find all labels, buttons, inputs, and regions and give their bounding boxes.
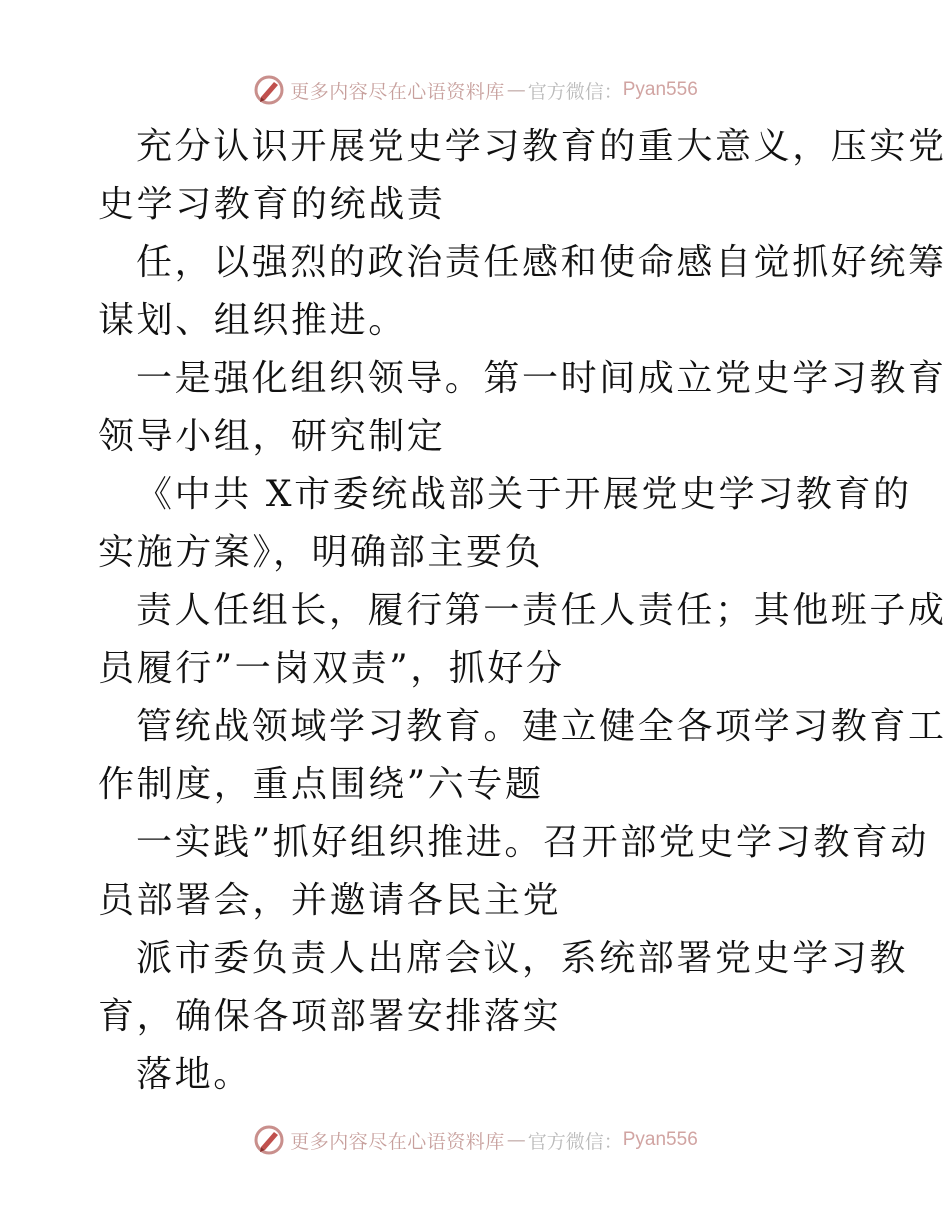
paragraph-line: 落地。 — [136, 1054, 252, 1095]
watermark-wechat-label: 官方微信： — [527, 80, 623, 103]
paragraph-line: 责人任组长，履行第一责任人责任；其他班子成 — [136, 590, 947, 631]
watermark-wechat-id: Pyan556 — [622, 79, 698, 100]
paragraph-line: 员履行”一岗双责”，抓好分 — [98, 648, 565, 689]
paragraph — [98, 118, 947, 234]
paragraph — [98, 698, 947, 814]
paragraph-line: 育，确保各项部署安排落实 — [98, 996, 562, 1037]
paragraph-line: 领导小组，研究制定 — [98, 416, 446, 457]
watermark-dash: — — [506, 79, 526, 101]
paragraph-line: 作制度，重点围绕”六专题 — [98, 764, 544, 805]
paragraph-line: 《中共 X市委统战部关于开展党史学习教育的 — [136, 474, 912, 515]
pen-circle-logo-icon — [252, 1123, 286, 1157]
watermark-wechat-id: Pyan556 — [622, 1129, 698, 1150]
paragraph-line: 员部署会，并邀请各民主党 — [98, 880, 562, 921]
pen-circle-logo-icon — [252, 73, 286, 107]
watermark-text: 更多内容尽在心语资料库 — [290, 80, 505, 103]
watermark-text: 更多内容尽在心语资料库 — [290, 1130, 505, 1153]
paragraph — [98, 234, 947, 350]
paragraph — [98, 582, 947, 698]
paragraph — [98, 466, 912, 582]
paragraph — [98, 930, 909, 1046]
watermark-dash: — — [506, 1129, 526, 1151]
paragraph-line: 实施方案》，明确部主要负 — [98, 532, 544, 573]
document-body — [98, 118, 947, 1104]
paragraph-line: 谋划、组织推进。 — [98, 300, 407, 341]
footer-watermark — [0, 1122, 950, 1158]
paragraph-line: 管统战领域学习教育。建立健全各项学习教育工 — [136, 706, 947, 747]
header-watermark — [0, 72, 950, 108]
paragraph-line: 派市委负责人出席会议，系统部署党史学习教 — [136, 938, 909, 979]
paragraph — [98, 814, 930, 930]
paragraph-line: 史学习教育的统战责 — [98, 184, 446, 225]
watermark-wechat-label: 官方微信： — [527, 1130, 623, 1153]
paragraph — [98, 1046, 858, 1104]
paragraph-line: 一是强化组织领导。第一时间成立党史学习教育 — [136, 358, 947, 399]
paragraph — [98, 350, 947, 466]
paragraph-line: 任，以强烈的政治责任感和使命感自觉抓好统筹 — [136, 242, 947, 283]
paragraph-line: 一实践”抓好组织推进。召开部党史学习教育动 — [136, 822, 930, 863]
paragraph-line: 充分认识开展党史学习教育的重大意义，压实党 — [136, 126, 947, 167]
